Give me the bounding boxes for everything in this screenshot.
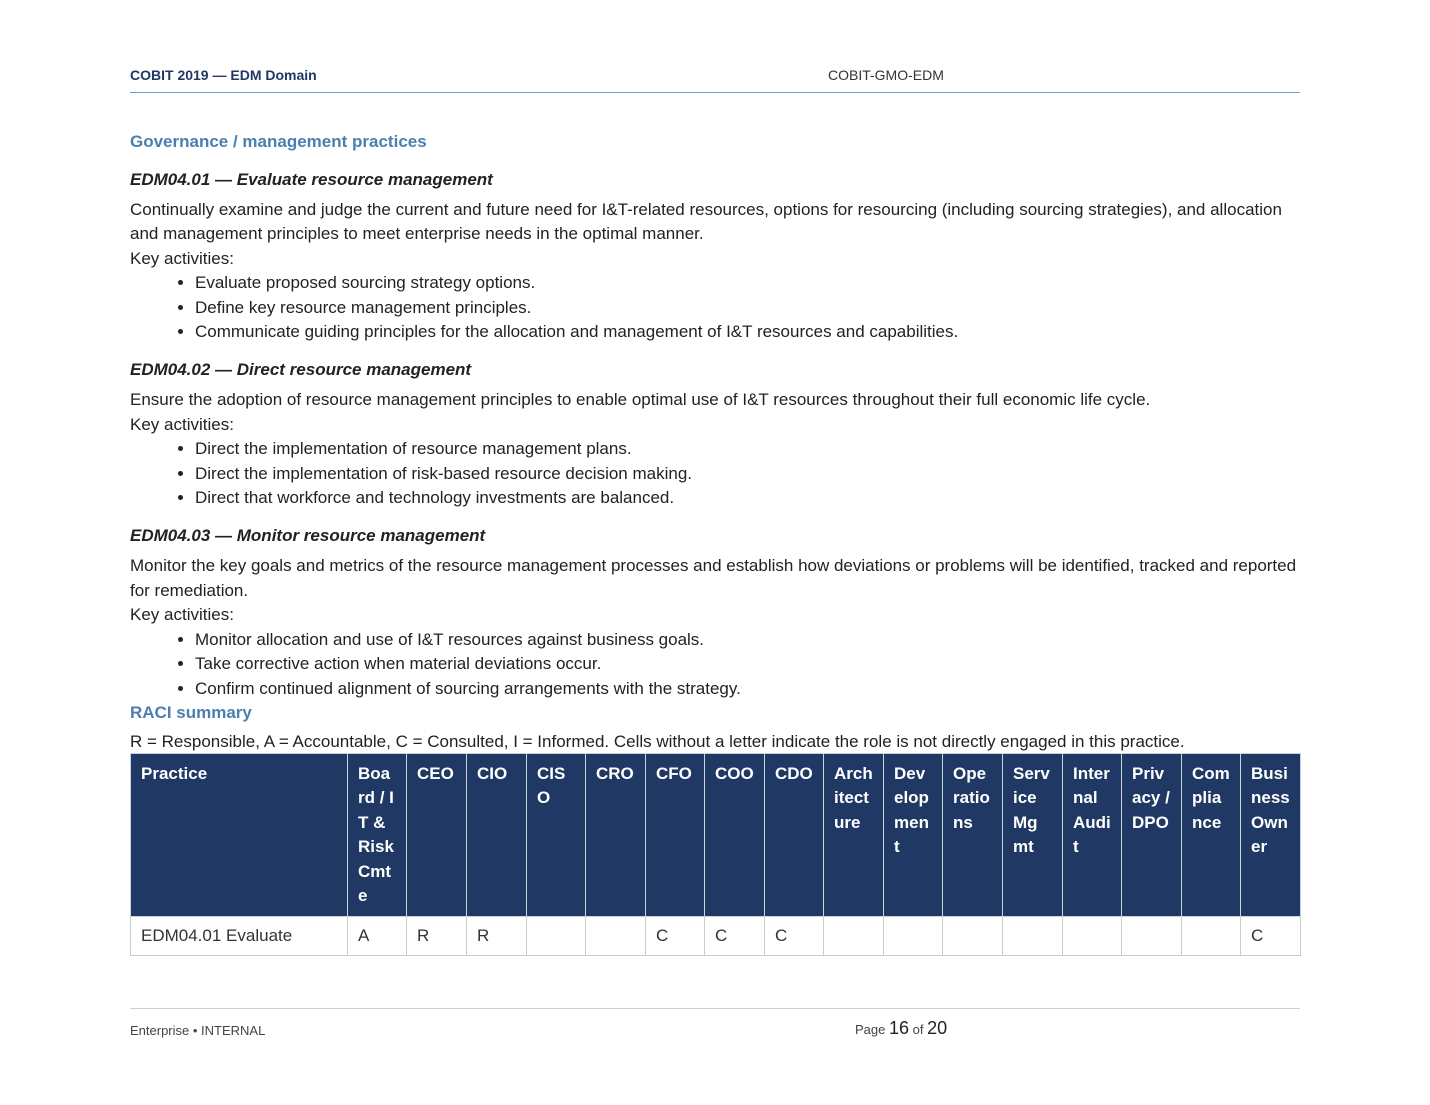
table-cell: C xyxy=(765,917,824,956)
footer-classification: Enterprise • INTERNAL xyxy=(130,1023,266,1038)
header-doc-title: COBIT 2019 — EDM Domain xyxy=(130,67,317,83)
table-cell: A xyxy=(348,917,407,956)
practice-description: Continually examine and judge the current and future need for I&T-related resources, options for resourcing (including sourcing strategies), and allocation and management principles to meet enterprise needs in the optimal manner. xyxy=(130,200,1282,244)
column-header: CDO xyxy=(765,753,824,916)
column-header: Privacy / DPO xyxy=(1122,753,1182,916)
column-header: CFO xyxy=(646,753,705,916)
table-cell xyxy=(1003,917,1063,956)
practice-description: Ensure the adoption of resource management principles to enable optimal use of I&T resources throughout their full economic life cycle. xyxy=(130,390,1151,410)
practice-heading: EDM04.02 — Direct resource management xyxy=(130,360,472,380)
practice-block xyxy=(130,524,1300,700)
table-cell xyxy=(824,917,884,956)
column-header: Practice xyxy=(131,753,348,916)
list-item: • Evaluate proposed sourcing strategy options. xyxy=(195,271,1300,295)
key-activities-label: Key activities: xyxy=(130,414,234,434)
table-cell: R xyxy=(467,917,527,956)
list-item: • Direct the implementation of risk-based resource decision making. xyxy=(195,462,1300,486)
table-cell: C xyxy=(705,917,765,956)
practice-heading: EDM04.03 — Monitor resource management xyxy=(130,526,486,546)
page-of: of xyxy=(912,1022,924,1037)
section-title: Governance / management practices xyxy=(130,132,427,151)
list-item: • Direct the implementation of resource management plans. xyxy=(195,437,1300,461)
page-content xyxy=(130,130,1300,956)
page-footer xyxy=(130,1008,1300,1049)
list-item: • Direct that workforce and technology investments are balanced. xyxy=(195,486,1300,510)
table-row xyxy=(131,917,1301,956)
table-cell xyxy=(1122,917,1182,956)
raci-header-row xyxy=(131,753,1301,916)
table-cell xyxy=(943,917,1003,956)
practice-description: Monitor the key goals and metrics of the resource management processes and establish how deviations or problems will be identified, tracked and reported for remediation. xyxy=(130,556,1297,600)
column-header: Operations xyxy=(943,753,1003,916)
column-header: COO xyxy=(705,753,765,916)
table-cell: C xyxy=(646,917,705,956)
page-number xyxy=(855,1018,947,1039)
page-prefix: Page xyxy=(855,1022,886,1037)
column-header: Compliance xyxy=(1182,753,1241,916)
raci-legend-note: R = Responsible, A = Accountable, C = Consulted, I = Informed. Cells without a letter indicate the role is not directly engaged in this practice. xyxy=(130,731,1185,751)
column-header: CEO xyxy=(407,753,467,916)
column-header: Service Mgmt xyxy=(1003,753,1063,916)
list-item: • Communicate guiding principles for the allocation and management of I&T resources and capabilities. xyxy=(195,320,1300,344)
table-cell: R xyxy=(407,917,467,956)
table-cell xyxy=(884,917,943,956)
column-header: Development xyxy=(884,753,943,916)
column-header: CISO xyxy=(527,753,586,916)
activity-list xyxy=(130,437,1300,510)
practice-block xyxy=(130,358,1300,510)
activity-list xyxy=(130,628,1300,701)
activity-list xyxy=(130,271,1300,344)
column-header: Business Owner xyxy=(1241,753,1301,916)
table-cell xyxy=(1182,917,1241,956)
current-page: 16 xyxy=(889,1018,910,1038)
table-cell: EDM04.01 Evaluate xyxy=(131,917,348,956)
table-cell xyxy=(1063,917,1122,956)
header-doc-code: COBIT-GMO-EDM xyxy=(828,67,944,83)
list-item: • Define key resource management principles. xyxy=(195,296,1300,320)
column-header: Internal Audit xyxy=(1063,753,1122,916)
column-header: CRO xyxy=(586,753,646,916)
total-pages: 20 xyxy=(927,1018,948,1038)
table-cell xyxy=(586,917,646,956)
practice-heading: EDM04.01 — Evaluate resource management xyxy=(130,170,493,189)
column-header: CIO xyxy=(467,753,527,916)
practice-block xyxy=(130,168,1300,344)
list-item: • Monitor allocation and use of I&T resources against business goals. xyxy=(195,628,1300,652)
column-header: Architecture xyxy=(824,753,884,916)
table-cell: C xyxy=(1241,917,1301,956)
page-header xyxy=(130,64,1300,93)
key-activities-label: Key activities: xyxy=(130,248,234,268)
list-item: • Confirm continued alignment of sourcing arrangements with the strategy. xyxy=(195,677,1300,701)
list-item: • Take corrective action when material deviations occur. xyxy=(195,652,1300,676)
raci-title: RACI summary xyxy=(130,702,252,722)
table-cell xyxy=(527,917,586,956)
column-header: Board / IT & Risk Cmte xyxy=(348,753,407,916)
raci-table xyxy=(130,753,1301,956)
key-activities-label: Key activities: xyxy=(130,605,234,625)
